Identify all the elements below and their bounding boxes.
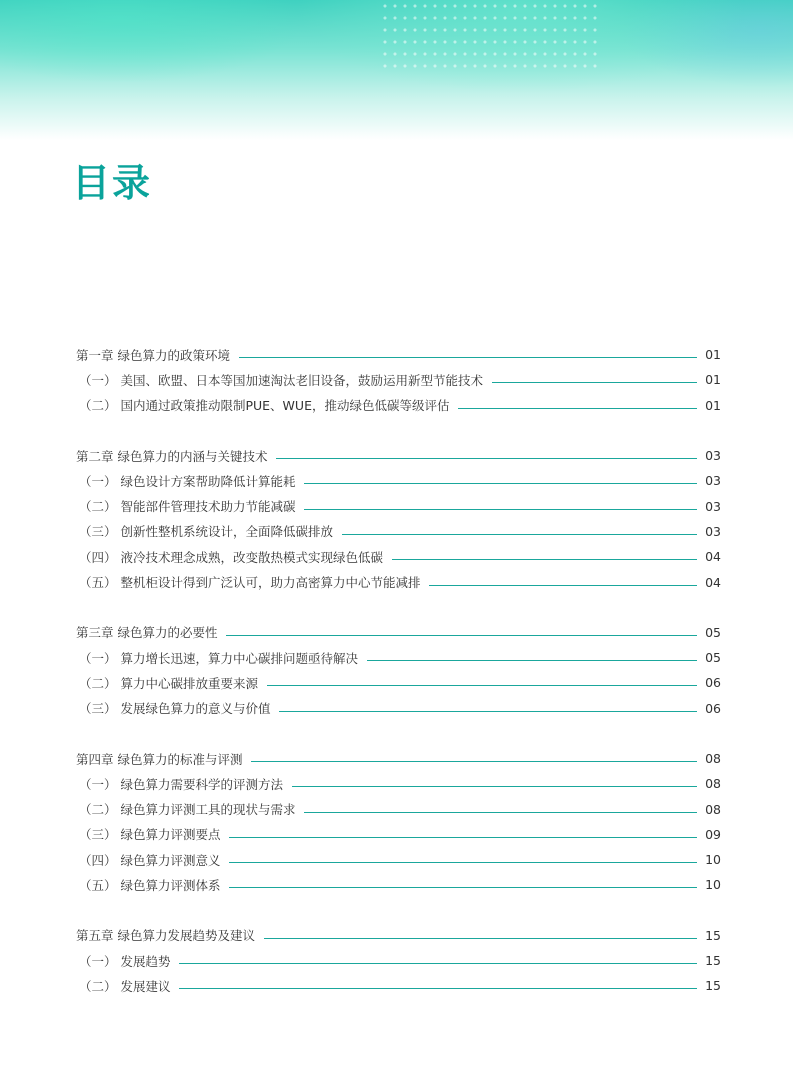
- page-title: 目录: [72, 161, 153, 205]
- toc-subsection-entry[interactable]: [76, 393, 721, 418]
- leader-line: [264, 938, 697, 939]
- leader-line: [429, 585, 697, 586]
- header-decoration: [380, 0, 600, 70]
- entry-label: （三） 绿色算力评测要点: [79, 827, 221, 843]
- toc-section-chapter-4: [76, 746, 721, 898]
- entry-label: （二） 算力中心碳排放重要来源: [79, 675, 258, 691]
- entry-label: 第二章 绿色算力的内涵与关键技术: [76, 448, 268, 464]
- entry-label: （一） 绿色算力需要科学的评测方法: [79, 776, 283, 792]
- entry-label: （一） 发展趋势: [79, 953, 171, 969]
- toc-subsection-entry[interactable]: [76, 847, 721, 872]
- page-number: 03: [705, 473, 721, 489]
- leader-line: [229, 862, 697, 863]
- leader-line: [279, 711, 697, 712]
- leader-line: [292, 786, 697, 787]
- leader-line: [267, 685, 697, 686]
- page-number: 04: [705, 574, 721, 590]
- toc-section-chapter-1: [76, 342, 721, 418]
- leader-line: [239, 357, 697, 358]
- leader-line: [229, 837, 697, 838]
- toc-chapter-entry[interactable]: [76, 923, 721, 948]
- leader-line: [492, 382, 697, 383]
- toc-subsection-entry[interactable]: [76, 973, 721, 998]
- page-number: 01: [705, 397, 721, 413]
- toc-subsection-entry[interactable]: [76, 544, 721, 569]
- toc-subsection-entry[interactable]: [76, 645, 721, 670]
- page-number: 09: [705, 826, 721, 842]
- page-number: 15: [705, 978, 721, 994]
- page-number: 05: [705, 650, 721, 666]
- toc-chapter-entry[interactable]: [76, 620, 721, 645]
- leader-line: [458, 408, 697, 409]
- entry-label: （一） 美国、欧盟、日本等国加速淘汰老旧设备，鼓励运用新型节能技术: [79, 372, 483, 388]
- toc-chapter-entry[interactable]: [76, 342, 721, 367]
- toc-subsection-entry[interactable]: [76, 822, 721, 847]
- leader-line: [392, 559, 697, 560]
- toc-subsection-entry[interactable]: [76, 468, 721, 493]
- page-number: 04: [705, 549, 721, 565]
- page-number: 15: [705, 927, 721, 943]
- toc-section-chapter-3: [76, 620, 721, 721]
- entry-label: （五） 绿色算力评测体系: [79, 877, 221, 893]
- page-number: 01: [705, 372, 721, 388]
- entry-label: （二） 国内通过政策推动限制PUE、WUE，推动绿色低碳等级评估: [79, 398, 450, 414]
- leader-line: [304, 483, 697, 484]
- page-number: 03: [705, 523, 721, 539]
- page-number: 08: [705, 776, 721, 792]
- entry-label: 第一章 绿色算力的政策环境: [76, 347, 230, 363]
- entry-label: （一） 算力增长迅速，算力中心碳排问题亟待解决: [79, 650, 358, 666]
- entry-label: （三） 发展绿色算力的意义与价值: [79, 701, 271, 717]
- entry-label: （二） 绿色算力评测工具的现状与需求: [79, 802, 296, 818]
- page-number: 06: [705, 700, 721, 716]
- entry-label: （四） 液冷技术理念成熟，改变散热模式实现绿色低碳: [79, 549, 383, 565]
- entry-label: （四） 绿色算力评测意义: [79, 852, 221, 868]
- toc-section-chapter-2: [76, 443, 721, 595]
- toc-subsection-entry[interactable]: [76, 493, 721, 518]
- header-banner: [0, 0, 793, 140]
- page-number: 03: [705, 498, 721, 514]
- page-number: 08: [705, 801, 721, 817]
- entry-label: （五） 整机柜设计得到广泛认可，助力高密算力中心节能减排: [79, 575, 421, 591]
- page-number: 06: [705, 675, 721, 691]
- entry-label: （一） 绿色设计方案帮助降低计算能耗: [79, 473, 296, 489]
- page-number: 10: [705, 852, 721, 868]
- leader-line: [304, 812, 697, 813]
- leader-line: [229, 887, 697, 888]
- entry-label: （二） 发展建议: [79, 978, 171, 994]
- entry-label: 第五章 绿色算力发展趋势及建议: [76, 928, 255, 944]
- toc-subsection-entry[interactable]: [76, 948, 721, 973]
- toc-subsection-entry[interactable]: [76, 771, 721, 796]
- toc-subsection-entry[interactable]: [76, 519, 721, 544]
- leader-line: [276, 458, 697, 459]
- toc-subsection-entry[interactable]: [76, 696, 721, 721]
- toc-chapter-entry[interactable]: [76, 443, 721, 468]
- page-number: 08: [705, 751, 721, 766]
- toc-subsection-entry[interactable]: [76, 872, 721, 897]
- leader-line: [251, 761, 697, 762]
- page-number: 10: [705, 877, 721, 893]
- leader-line: [226, 635, 697, 636]
- entry-label: （三） 创新性整机系统设计，全面降低碳排放: [79, 524, 333, 540]
- leader-line: [342, 534, 697, 535]
- leader-line: [367, 660, 697, 661]
- page-number: 03: [705, 448, 721, 464]
- leader-line: [179, 963, 697, 964]
- page-number: 15: [705, 953, 721, 969]
- leader-line: [179, 988, 697, 989]
- entry-label: 第三章 绿色算力的必要性: [76, 625, 218, 641]
- page-number: 01: [705, 347, 721, 363]
- toc-subsection-entry[interactable]: [76, 367, 721, 392]
- toc-subsection-entry[interactable]: [76, 670, 721, 695]
- entry-label: （二） 智能部件管理技术助力节能减碳: [79, 499, 296, 515]
- table-of-contents: [76, 342, 721, 1024]
- toc-subsection-entry[interactable]: [76, 796, 721, 821]
- toc-section-chapter-5: [76, 923, 721, 999]
- leader-line: [304, 509, 697, 510]
- toc-subsection-entry[interactable]: [76, 569, 721, 594]
- page-number: 05: [705, 624, 721, 640]
- entry-label: 第四章 绿色算力的标准与评测: [76, 751, 243, 767]
- toc-chapter-entry[interactable]: [76, 746, 721, 771]
